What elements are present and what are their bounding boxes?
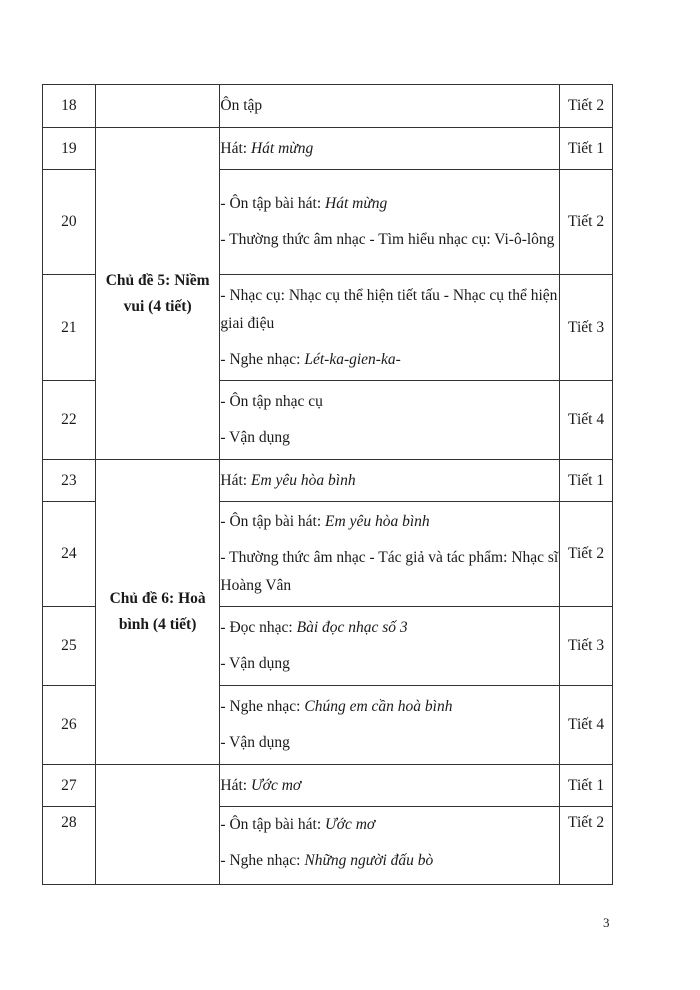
period-label: Tiết 2 xyxy=(560,502,613,607)
lesson-number: 20 xyxy=(43,170,96,275)
lesson-number: 18 xyxy=(43,85,96,128)
period-label: Tiết 1 xyxy=(560,460,613,502)
song-title: Em yêu hòa bình xyxy=(325,513,430,530)
lesson-content: - Ôn tập bài hát: Em yêu hòa bình - Thường thức âm nhạc - Tác giả và tác phẩm: Nhạc sĩ Hoàng Vân xyxy=(220,502,560,607)
lesson-content: - Nghe nhạc: Chúng em cần hoà bình - Vận dụng xyxy=(220,686,560,765)
period-label: Tiết 4 xyxy=(560,686,613,765)
lesson-content: - Ôn tập bài hát: Ước mơ - Nghe nhạc: Những người đấu bò xyxy=(220,807,560,885)
lesson-content: Hát: Hát mừng xyxy=(220,128,560,170)
topic-6-cell xyxy=(95,460,220,765)
song-title: Những người đấu bò xyxy=(304,852,434,869)
song-title: Ước mơ xyxy=(250,776,302,794)
table-row xyxy=(43,765,613,807)
period-label: Tiết 4 xyxy=(560,381,613,460)
lesson-content: Ôn tập xyxy=(220,85,560,128)
page-number: 3 xyxy=(603,915,610,930)
lesson-content: - Nhạc cụ: Nhạc cụ thể hiện tiết tấu - Nhạc cụ thể hiện giai điệu - Nghe nhạc: Lét-ka-gien-ka- xyxy=(220,275,560,381)
table-row xyxy=(43,85,613,128)
table-row xyxy=(43,128,613,170)
lesson-number: 23 xyxy=(43,460,96,502)
song-title: Bài đọc nhạc số 3 xyxy=(296,619,408,636)
song-title: Ước mơ xyxy=(325,816,376,833)
song-title: Em yêu hòa bình xyxy=(250,471,356,489)
lesson-content: - Đọc nhạc: Bài đọc nhạc số 3 - Vận dụng xyxy=(220,607,560,686)
lesson-plan-table xyxy=(42,84,613,885)
lesson-number: 24 xyxy=(43,502,96,607)
period-label: Tiết 2 xyxy=(560,85,613,128)
lesson-number: 28 xyxy=(43,807,96,885)
topic-5-cell xyxy=(95,128,220,460)
table-row xyxy=(43,460,613,502)
lesson-number: 26 xyxy=(43,686,96,765)
lesson-number: 27 xyxy=(43,765,96,807)
period-label: Tiết 3 xyxy=(560,275,613,381)
song-title: Hát mừng xyxy=(250,139,314,157)
period-label: Tiết 2 xyxy=(560,807,613,885)
lesson-content: Hát: Ước mơ xyxy=(220,765,560,807)
lesson-content: - Ôn tập nhạc cụ - Vận dụng xyxy=(220,381,560,460)
song-title: Chúng em cần hoà bình xyxy=(304,698,453,715)
lesson-content: - Ôn tập bài hát: Hát mừng - Thường thức âm nhạc - Tìm hiểu nhạc cụ: Vi-ô-lông xyxy=(220,170,560,275)
song-title: Hát mừng xyxy=(325,195,388,212)
period-label: Tiết 2 xyxy=(560,170,613,275)
topic-cell-empty xyxy=(95,85,220,128)
period-label: Tiết 1 xyxy=(560,128,613,170)
topic-7-cell xyxy=(95,765,220,885)
topic-5-title: Chủ đề 5: Niềm vui (4 tiết) xyxy=(105,271,210,315)
period-label: Tiết 3 xyxy=(560,607,613,686)
song-title: Lét-ka-gien-ka- xyxy=(304,350,401,368)
period-label: Tiết 1 xyxy=(560,765,613,807)
lesson-number: 22 xyxy=(43,381,96,460)
lesson-number: 25 xyxy=(43,607,96,686)
lesson-content: Hát: Em yêu hòa bình xyxy=(220,460,560,502)
lesson-number: 19 xyxy=(43,128,96,170)
lesson-number: 21 xyxy=(43,275,96,381)
topic-6-title: Chủ đề 6: Hoà bình (4 tiết) xyxy=(109,590,206,633)
